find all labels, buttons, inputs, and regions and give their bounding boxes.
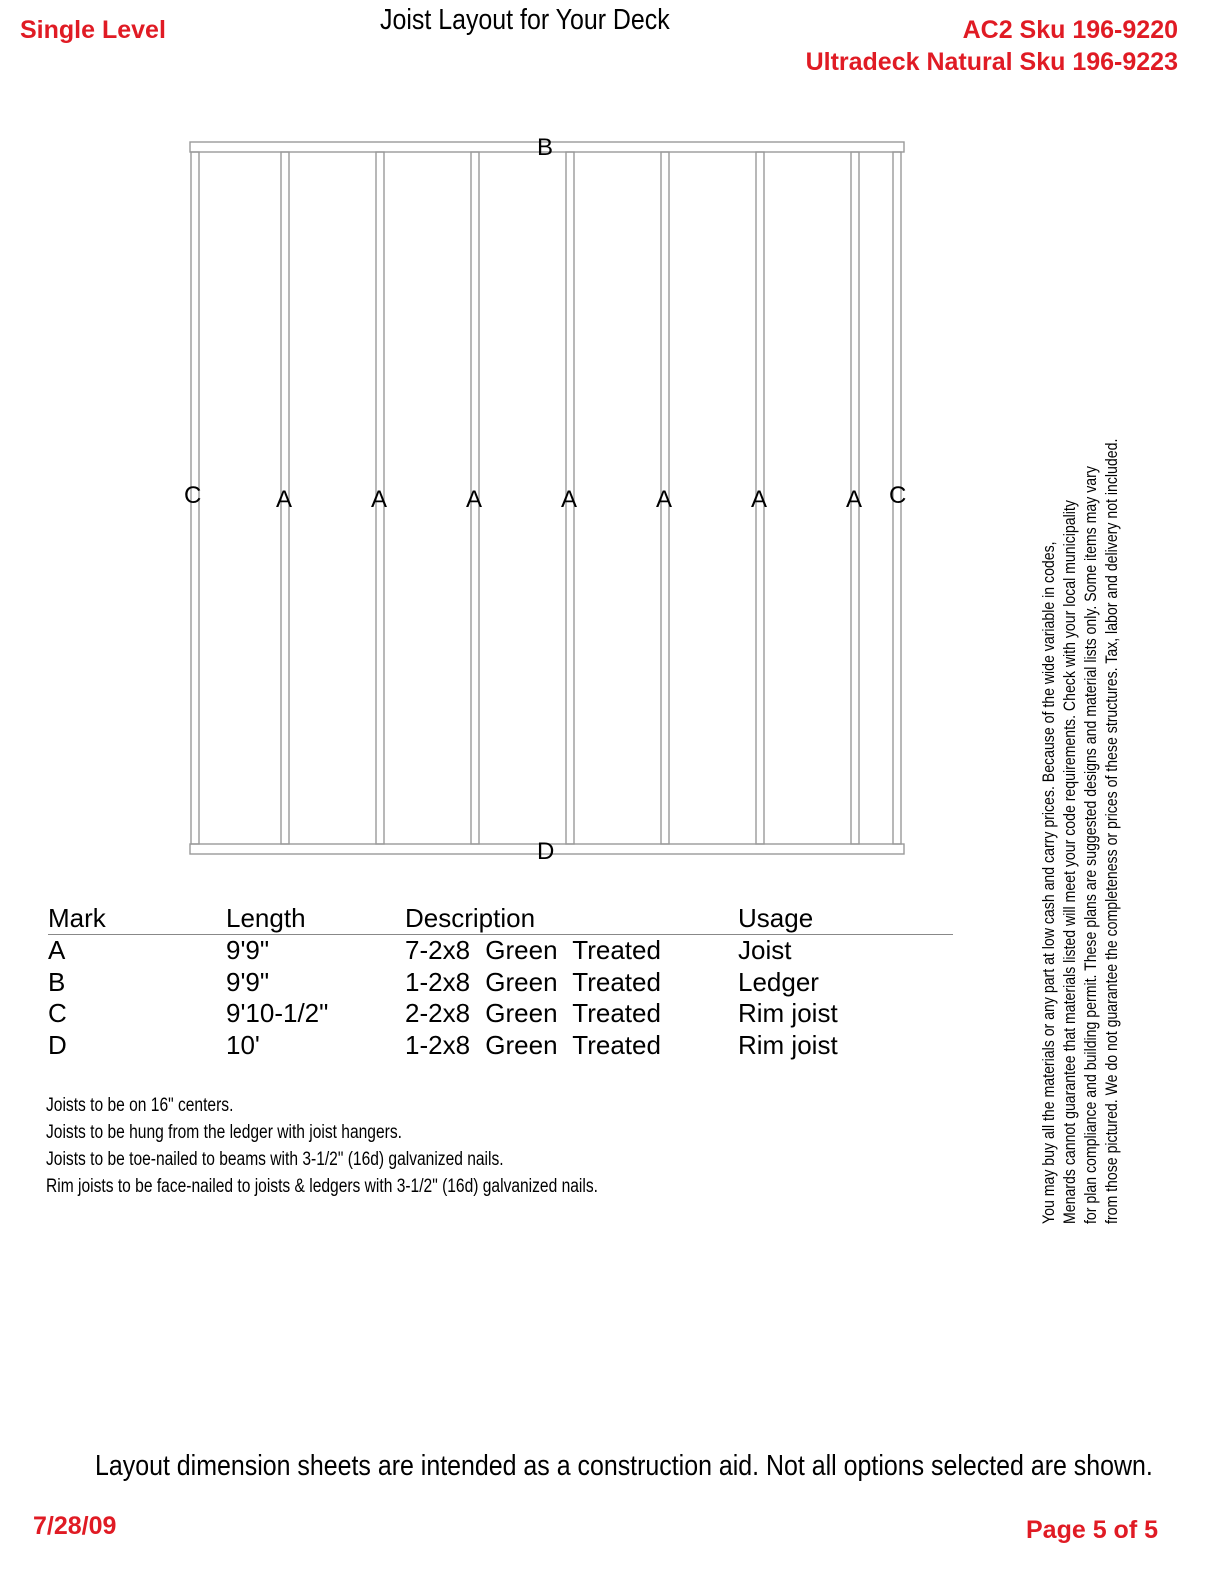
cell-mark: B (48, 966, 66, 997)
note-line: Joists to be toe-nailed to beams with 3-1/2" (16d) galvanized nails. (46, 1149, 504, 1170)
col-mark-header: Mark (48, 903, 106, 933)
table-row (48, 967, 953, 999)
note-line: Joists to be hung from the ledger with joist hangers. (46, 1122, 402, 1143)
note-line: Joists to be on 16" centers. (46, 1095, 234, 1116)
col-description-header: Description (405, 903, 536, 933)
col-length-header: Length (226, 903, 306, 933)
disclaimer-line: for plan compliance and building permit. These plans are suggested designs and material lists only. Some items may vary (1081, 466, 1100, 1224)
cell-description: 1-2x8 Green Treated (405, 966, 661, 997)
cell-length: 9'10-1/2" (226, 998, 329, 1028)
disclaimer-line: Menards cannot guarantee that materials listed will meet your code requirements. Check with your local municipality (1060, 500, 1079, 1224)
table-row (48, 1030, 953, 1062)
label-a: A (466, 486, 483, 513)
label-a: A (656, 486, 673, 513)
label-b: B (537, 134, 554, 161)
cell-description: 1-2x8 Green Treated (405, 1029, 661, 1060)
joist-plan-diagram (180, 130, 920, 870)
label-c-left: C (184, 482, 202, 509)
label-a: A (846, 486, 863, 513)
cell-usage: Rim joist (738, 998, 838, 1028)
cell-mark: D (48, 1029, 67, 1060)
disclaimer-line: You may buy all the materials or any part at low cash and carry prices. Because of the wide variable in codes, (1039, 541, 1058, 1224)
disclaimer-line: from those pictured. We do not guarantee the completeness or prices of these structures. Tax, labor and delivery not included. (1102, 438, 1121, 1224)
cell-usage: Ledger (738, 966, 819, 997)
label-c-right: C (889, 482, 907, 509)
table-header (48, 903, 953, 935)
cell-description: 2-2x8 Green Treated (405, 998, 661, 1028)
page-title: Joist Layout for Your Deck (380, 4, 670, 36)
sku-block (806, 14, 1178, 78)
sku-ac2: AC2 Sku 196-9220 (962, 16, 1178, 44)
cell-usage: Rim joist (738, 1029, 838, 1060)
table-row (48, 935, 953, 967)
disclaimer-block (1038, 314, 1122, 1224)
note-line: Rim joists to be face-nailed to joists & ledgers with 3-1/2" (16d) galvanized nails. (46, 1176, 598, 1197)
sku-ultradeck: Ultradeck Natural Sku 196-9223 (805, 48, 1178, 76)
table-row (48, 998, 953, 1030)
construction-notes (46, 1092, 598, 1200)
label-a: A (371, 486, 388, 513)
cell-length: 10' (226, 1029, 260, 1060)
label-d: D (537, 838, 555, 865)
col-usage-header: Usage (738, 903, 814, 933)
label-a: A (751, 486, 768, 513)
cell-mark: A (48, 935, 66, 965)
footer-note: Layout dimension sheets are intended as a construction aid. Not all options selected are shown. (95, 1450, 1153, 1482)
cell-length: 9'9" (226, 966, 270, 997)
cell-mark: C (48, 998, 67, 1028)
plan-level-label: Single Level (20, 16, 166, 44)
label-a: A (276, 486, 293, 513)
footer-date: 7/28/09 (33, 1512, 117, 1540)
page-number: Page 5 of 5 (1026, 1516, 1158, 1544)
materials-table (48, 903, 953, 1061)
cell-usage: Joist (738, 935, 792, 965)
cell-length: 9'9" (226, 935, 270, 965)
cell-description: 7-2x8 Green Treated (405, 935, 661, 965)
label-a: A (561, 486, 578, 513)
